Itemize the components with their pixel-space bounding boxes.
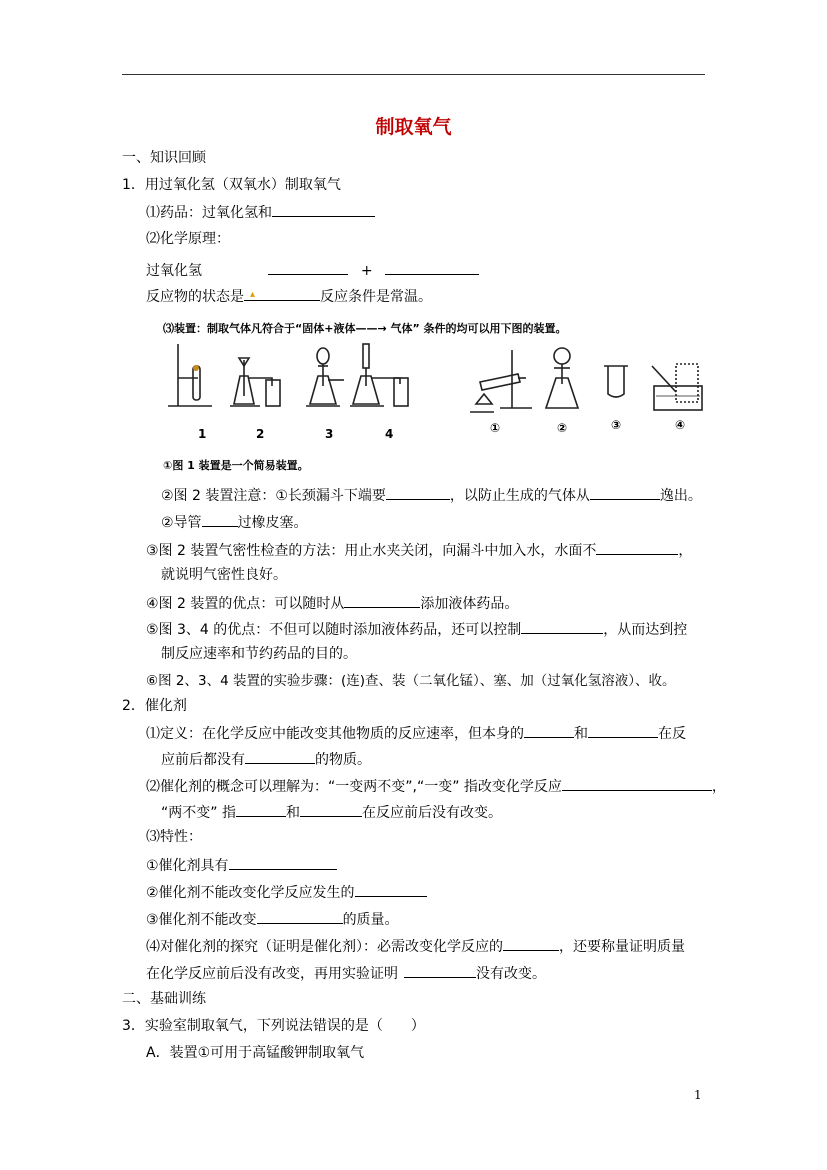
figure-label: 3	[325, 427, 334, 441]
figure-label: ②	[557, 421, 568, 435]
note-2-text: ②图 2 装置注意：①长颈漏斗下端要	[161, 488, 386, 504]
answer-blank[interactable]	[268, 259, 348, 275]
figure-note: ①图 1 装置是一个简易装置。	[163, 459, 309, 472]
condition-text: 反应条件是常温。	[320, 289, 432, 305]
note-2	[161, 484, 702, 506]
answer-blank[interactable]	[229, 854, 337, 870]
figure-label: ①	[490, 421, 501, 435]
answer-blank[interactable]	[386, 484, 450, 500]
answer-blank[interactable]	[245, 748, 315, 764]
catalyst-investigation-cont	[146, 962, 546, 984]
option-a[interactable]: A．装置①可用于高锰酸钾制取氧气	[146, 1045, 365, 1061]
apparatus-3-icon	[306, 348, 344, 406]
answer-blank[interactable]	[562, 775, 712, 791]
answer-blank[interactable]	[524, 722, 574, 738]
apparatus-1-icon	[168, 344, 212, 406]
note-5-text: ，从而达到控	[603, 622, 688, 638]
figure-label: 4	[385, 427, 394, 441]
apparatus-d-icon	[652, 364, 702, 410]
figure-label: 1	[198, 427, 207, 441]
note-2b-text: ②导管	[161, 515, 202, 531]
apparatus-b-icon	[546, 348, 578, 408]
property-text: ②催化剂不能改变化学反应发生的	[146, 885, 355, 901]
answer-blank[interactable]	[300, 801, 362, 817]
answer-blank[interactable]	[404, 962, 476, 978]
def-2-text: “两不变” 指	[161, 805, 236, 821]
note-4-text: ④图 2 装置的优点：可以随时从	[146, 596, 345, 612]
section-heading: 一、知识回顾	[122, 150, 206, 166]
def-2-cont	[161, 801, 502, 823]
note-3-text: ，	[678, 543, 693, 559]
property-2	[146, 881, 427, 903]
reaction-line	[146, 259, 479, 281]
figure-label: ④	[675, 418, 686, 432]
def-1-text: 和	[574, 726, 588, 742]
answer-blank[interactable]	[236, 801, 286, 817]
note-4	[146, 592, 518, 614]
apparatus-figure	[160, 338, 720, 448]
property-text: ③催化剂不能改变	[146, 912, 257, 928]
answer-blank[interactable]	[244, 285, 320, 301]
def-1-text: 的物质。	[315, 752, 371, 768]
page-title: 制取氧气	[375, 116, 452, 138]
note-3-cont: 就说明气密性良好。	[161, 567, 287, 583]
state-label: 反应物的状态是	[146, 289, 244, 305]
answer-blank[interactable]	[257, 908, 343, 924]
property-text: 的质量。	[342, 912, 399, 928]
q1-reagents-label: ⑴药品：过氧化氢和	[146, 205, 272, 221]
def-2-text: ⑵催化剂的概念可以理解为：“一变两不变”,“一变” 指改变化学反应	[146, 779, 562, 795]
catalyst-investigation	[146, 935, 685, 957]
answer-blank[interactable]	[344, 592, 420, 608]
note-2b-text: 过橡皮塞。	[237, 515, 308, 531]
apparatus-c-icon	[604, 366, 628, 397]
question-1: 1．用过氧化氢（双氧水）制取氧气	[122, 177, 341, 193]
def-1-text: 在反	[658, 726, 686, 742]
answer-blank[interactable]	[385, 259, 479, 275]
answer-blank[interactable]	[272, 201, 375, 217]
figure-caption: ⑶装置：制取气体凡符合于“固体+液体——→ 气体” 条件的均可以用下图的装置。	[163, 322, 567, 335]
def-1	[146, 722, 686, 744]
note-3-text: ③图 2 装置气密性检查的方法：用止水夹关闭，向漏斗中加入水，水面不	[146, 543, 597, 559]
yellow-dot: ▴	[250, 289, 256, 300]
page-number: 1	[694, 1088, 702, 1102]
note-2-text: 逸出。	[659, 488, 702, 504]
answer-blank[interactable]	[590, 484, 660, 500]
def-1-text: 应前后都没有	[161, 752, 245, 768]
apparatus-4-icon	[350, 344, 408, 406]
apparatus-2-icon	[230, 358, 280, 406]
def-2	[146, 775, 726, 797]
reaction-reactant: 过氧化氢	[146, 263, 202, 279]
answer-blank[interactable]	[521, 618, 603, 634]
q1-reagents	[146, 201, 375, 223]
properties-label: ⑶特性：	[146, 829, 202, 845]
investigation-text: 在化学反应前后没有改变，再用实验证明	[146, 966, 398, 982]
question-2: 2．催化剂	[122, 698, 187, 714]
investigation-text: ，还要称量证明质量	[559, 939, 685, 955]
def-1-cont	[161, 748, 371, 770]
header-rule	[122, 74, 705, 75]
figure-label: 2	[256, 427, 265, 441]
def-2-text: 和	[285, 805, 300, 821]
def-2-text: ，	[711, 779, 726, 795]
plus-sign: +	[360, 263, 373, 279]
q1-principle-label: ⑵化学原理：	[146, 231, 230, 247]
note-3	[146, 539, 692, 561]
answer-blank[interactable]	[503, 935, 559, 951]
answer-blank[interactable]	[355, 881, 427, 897]
def-2-text: 在反应前后没有改变。	[361, 805, 502, 821]
note-5-text: ⑤图 3、4 的优点：不但可以随时添加液体药品，还可以控制	[146, 622, 522, 638]
note-6: ⑥图 2、3、4 装置的实验步骤：(连)查、装（二氧化锰）、塞、加（过氧化氢溶液）、收。	[146, 673, 676, 689]
section-heading: 二、基础训练	[122, 991, 206, 1007]
note-4-text: 添加液体药品。	[420, 596, 519, 612]
question-3: 3．实验室制取氧气，下列说法错误的是（ ）	[122, 1018, 425, 1034]
note-5-cont: 制反应速率和节约药品的目的。	[161, 646, 357, 662]
investigation-text: 没有改变。	[476, 966, 546, 982]
figure-label: ③	[611, 418, 622, 432]
property-text: ①催化剂具有	[146, 858, 229, 874]
property-1	[146, 854, 337, 876]
reactant-state-line	[146, 285, 432, 307]
def-1-text: ⑴定义：在化学反应中能改变其他物质的反应速率，但本身的	[146, 726, 524, 742]
note-2-text: ，以防止生成的气体从	[449, 488, 590, 504]
answer-blank[interactable]	[202, 511, 238, 527]
note-5	[146, 618, 687, 640]
answer-blank[interactable]	[588, 722, 658, 738]
note-2b	[161, 511, 308, 533]
answer-blank[interactable]	[596, 539, 678, 555]
apparatus-a-icon	[470, 350, 532, 412]
property-3	[146, 908, 399, 930]
investigation-text: ⑷对催化剂的探究（证明是催化剂）：必需改变化学反应的	[146, 939, 503, 955]
